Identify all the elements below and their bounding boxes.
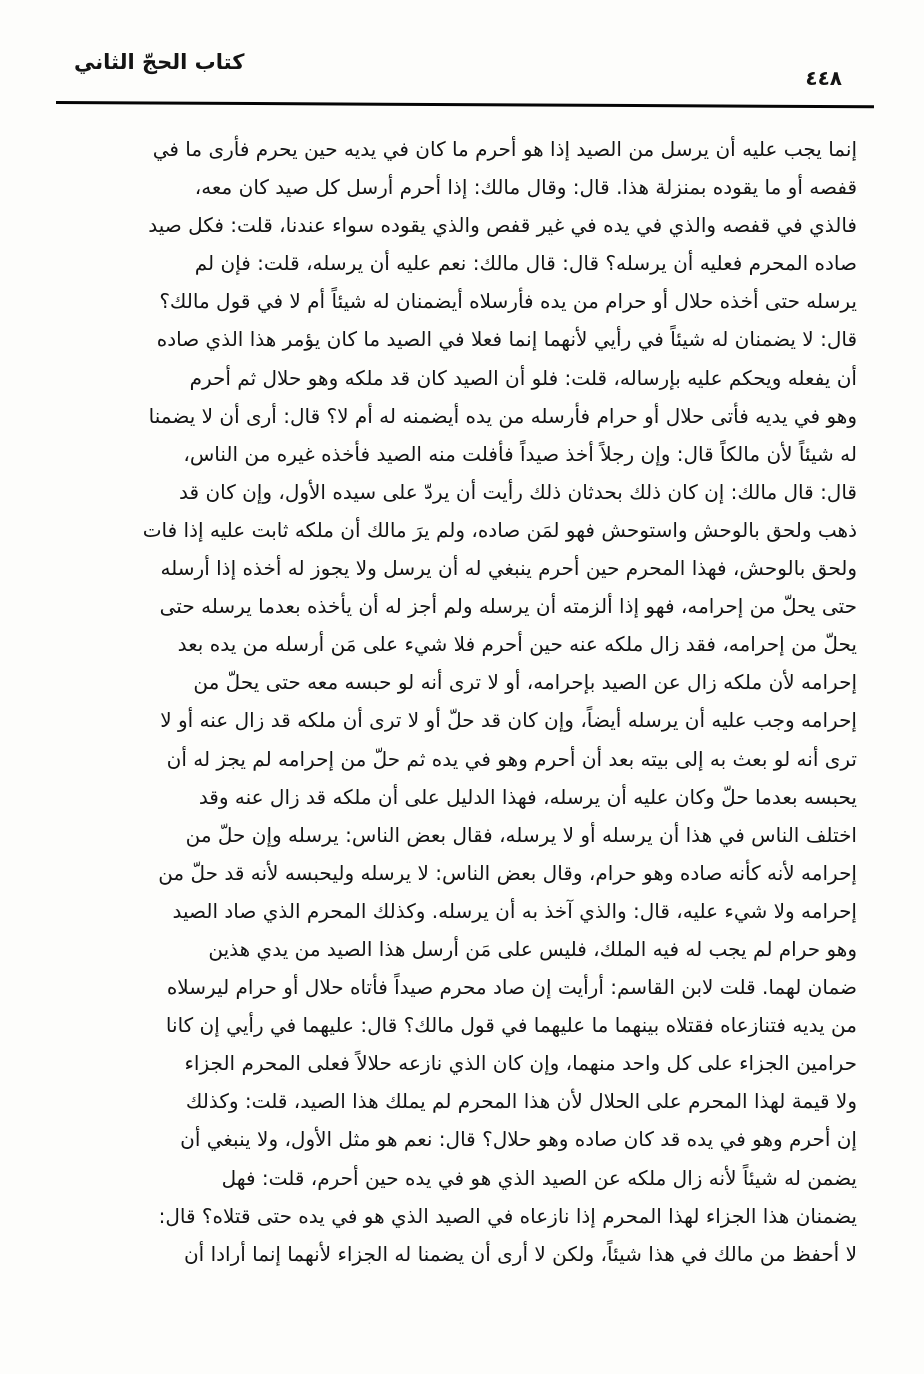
text-line: أن يفعله ويحكم عليه بإرساله، قلت: فلو أن الصيد كان قد ملكه وهو حلال ثم أحرم [189, 365, 857, 390]
text-line: يضمن له شيئاً لأنه زال ملكه عن الصيد الذي هو في يده حين أحرم، قلت: فهل [221, 1165, 857, 1190]
page-number: ٤٤٨ [805, 66, 842, 90]
body-text [84, 130, 857, 1273]
text-line: إحرامه لأنه كأنه صاده وهو حرام، وقال بعض الناس: لا يرسله وليحبسه لأنه قد حلّ من [158, 860, 857, 885]
text-line: يحبسه بعدما حلّ وكان عليه أن يرسله، فهذا الدليل على أن ملكه قد زال عنه وقد [198, 784, 857, 809]
text-line: ضمان لهما. قلت لابن القاسم: أرأيت إن صاد محرم صيداً فأتاه حلال أو حرام ليرسلاه [166, 975, 857, 1000]
text-line: وهو في يديه فأتى حلال أو حرام فأرسله من يده أيضمنه له أم لا؟ قال: أرى أن لا يضمنا [148, 403, 857, 428]
text-line: ولا قيمة لهذا المحرم على الحلال لأن هذا المحرم لم يملك هذا الصيد، قلت: وكذلك [185, 1089, 857, 1114]
text-line: ذهب ولحق بالوحش واستوحش فهو لمَن صاده، ولم يرَ مالك أن ملكه ثابت عليه إذا فات [142, 517, 857, 542]
text-line: حرامين الجزاء على كل واحد منهما، وإن كان الذي نازعه حلالاً فعلى المحرم الجزاء [184, 1051, 857, 1076]
text-line: اختلف الناس في هذا أن يرسله أو لا يرسله، فقال بعض الناس: يرسله وإن حلّ من [185, 822, 857, 847]
text-line: ترى أنه لو بعث به إلى بيته بعد أن أحرم وهو في يده ثم حلّ من إحرامه لم يجز له أن [166, 746, 857, 771]
text-line: لا أحفظ من مالك في هذا شيئاً، ولكن لا أرى أن يضمنا له الجزاء لأنهما إنما أرادا أن [183, 1241, 857, 1266]
text-line: قفصه أو ما يقوده بمنزلة هذا. قال: وقال مالك: إذا أحرم أرسل كل صيد كان معه، [194, 175, 857, 200]
text-line: إنما يجب عليه أن يرسل من الصيد إذا هو أحرم ما كان في يديه حين يحرم فأرى ما في [152, 137, 857, 161]
text-line: قال: لا يضمنان له شيئاً في رأيي لأنهما إنما فعلا في الصيد ما كان يؤمر هذا الذي صاده [156, 327, 857, 352]
text-line: إحرامه وجب عليه أن يرسله أيضاً، وإن كان قد حلّ أو لا ترى أن ملكه قد زال عنه أو لا [160, 708, 857, 733]
text-line: ولحق بالوحش، فهذا المحرم حين أحرم ينبغي له أن يرسل ولا يجوز له أخذه إذا أرسله [160, 556, 857, 581]
text-line: إحرامه لأن ملكه زال عن الصيد بإحرامه، أو لا ترى أنه لو حبسه معه حتى يحلّ من [193, 670, 857, 695]
text-line: يرسله حتى أخذه حلال أو حرام من يده فأرسلاه أيضمنان له شيئاً أم لا في قول مالك؟ [159, 289, 857, 314]
text-line: إن أحرم وهو في يده قد كان صاده وهو حلال؟ قال: نعم هو مثل الأول، ولا ينبغي أن [180, 1127, 857, 1152]
text-line: قال: قال مالك: إن كان ذلك بحدثان ذلك رأيت أن يردّ على سيده الأول، وإن كان قد [179, 479, 857, 504]
text-line: يضمنان هذا الجزاء لهذا المحرم إذا نازعاه في الصيد الذي هو في يده حتى قتلاه؟ قال: [158, 1203, 857, 1228]
text-line: صاده المحرم فعليه أن يرسله؟ قال: قال مالك: نعم عليه أن يرسله، قلت: فإن لم [194, 251, 857, 276]
text-line: يحلّ من إحرامه، فقد زال ملكه عنه حين أحرم فلا شيء على مَن أرسله من يده بعد [177, 632, 857, 657]
text-line: له شيئاً لأن مالكاً قال: وإن رجلاً أخذ صيداً فأفلت منه الصيد فأخذه غيره من الناس، [183, 441, 857, 466]
text-line: فالذي في قفصه والذي في يده في غير قفص والذي يقوده سواء عندنا، قلت: فكل صيد [148, 213, 857, 238]
text-line: حتى يحلّ من إحرامه، فهو إذا ألزمته أن يرسله ولم أجز له أن يأخذه بعدما يرسله حتى [159, 594, 857, 619]
text-line: وهو حرام لم يجب له فيه الملك، فليس على مَن أرسل هذا الصيد من يدي هذين [208, 936, 857, 961]
book-title: كتاب الحجّ الثاني [74, 50, 245, 74]
text-line: إحرامه ولا شيء عليه، قال: والذي آخذ به أن يرسله. وكذلك المحرم الذي صاد الصيد [172, 898, 857, 923]
header-divider-rule [56, 101, 874, 108]
text-line: من يديه فتنازعاه فقتلاه بينهما ما عليهما في قول مالك؟ قال: عليهما في رأيي إن كانا [165, 1013, 857, 1038]
page-header [0, 0, 924, 118]
